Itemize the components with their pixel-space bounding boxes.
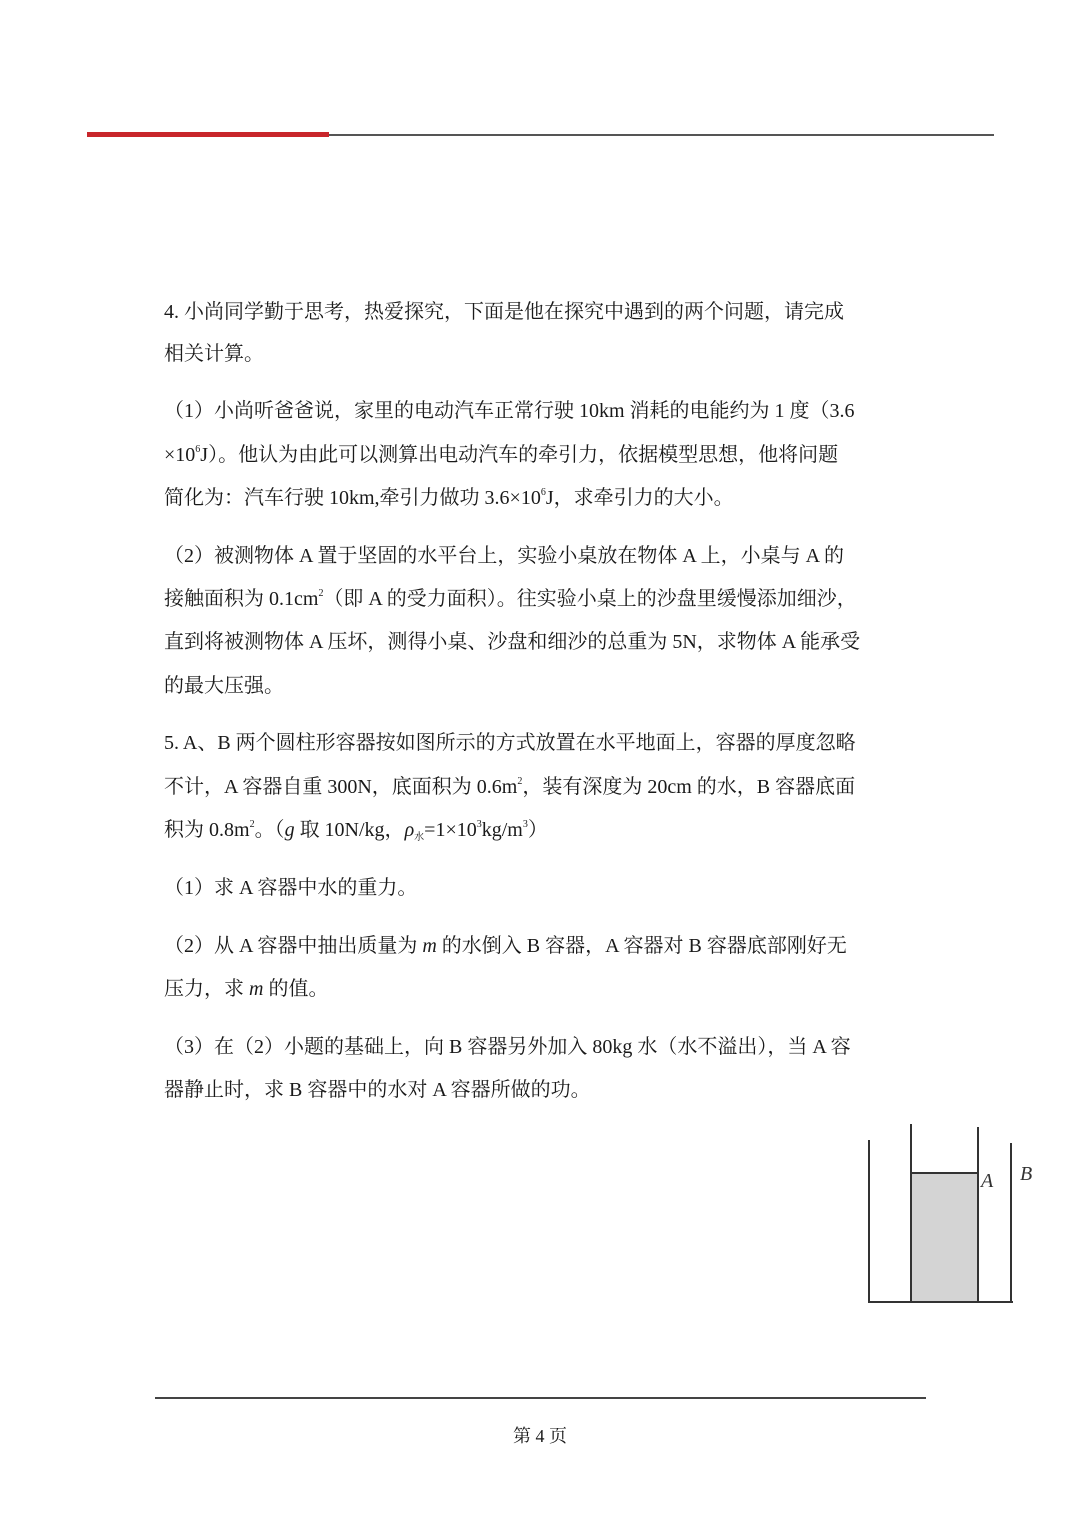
- exponent: 6: [540, 487, 546, 498]
- text: （2）从 A 容器中抽出质量为: [164, 935, 423, 957]
- label-b: B: [1020, 1163, 1033, 1185]
- q5-sub3-line: 器静止时，求 B 容器中的水对 A 容器所做的功。: [164, 1079, 591, 1101]
- exponent: 2: [517, 776, 523, 787]
- text: ×10: [164, 444, 196, 466]
- q5-sub3-line: （3）在（2）小题的基础上，向 B 容器另外加入 80kg 水（水不溢出），当 A 容: [164, 1036, 851, 1058]
- q4-part1-line: （1）小尚听爸爸说，家里的电动汽车正常行驶 10km 消耗的电能约为 1 度（3.6: [164, 400, 855, 422]
- page-number: 第 4 页: [513, 1426, 567, 1446]
- footer-rule: [155, 1397, 926, 1399]
- text: 。（: [254, 819, 285, 841]
- text: kg/m: [481, 819, 523, 841]
- text: 取 10N/kg，: [294, 819, 405, 841]
- text: 的值。: [263, 978, 329, 1000]
- text: 简化为：汽车行驶 10km,牵引力做功 3.6×10: [164, 487, 541, 509]
- symbol-g: g: [284, 819, 295, 841]
- subscript: 水: [414, 832, 425, 843]
- q4-stem-line: 相关计算。: [164, 343, 264, 365]
- symbol-m: m: [422, 935, 437, 957]
- text: J，求牵引力的大小。: [545, 487, 734, 509]
- water-in-a: [911, 1173, 978, 1302]
- exponent: 2: [249, 819, 255, 830]
- symbol-m: m: [249, 978, 264, 1000]
- q5-stem-line: 5. A、B 两个圆柱形容器按如图所示的方式放置在水平地面上，容器的厚度忽略: [164, 732, 856, 754]
- text: 不计，A 容器自重 300N，底面积为 0.6m: [164, 776, 518, 798]
- q4-part2-line: （2）被测物体 A 置于坚固的水平台上，实验小桌放在物体 A 上，小桌与 A 的: [164, 545, 845, 567]
- q4-stem-line: 4. 小尚同学勤于思考，热爱探究，下面是他在探究中遇到的两个问题，请完成: [164, 301, 844, 323]
- text: 接触面积为 0.1cm: [164, 588, 319, 610]
- q4-part2-line: 直到将被测物体 A 压坏，测得小桌、沙盘和细沙的总重为 5N，求物体 A 能承受: [164, 631, 861, 653]
- text: ）: [527, 819, 548, 841]
- text: 压力，求: [164, 978, 249, 1000]
- exponent: 3: [522, 819, 528, 830]
- symbol-rho: ρ: [404, 819, 415, 841]
- text: 积为 0.8m: [164, 819, 250, 841]
- label-a: A: [981, 1170, 994, 1192]
- text: （即 A 的受力面积）。往实验小桌上的沙盘里缓慢添加细沙，: [323, 588, 857, 610]
- exponent: 2: [318, 588, 324, 599]
- exponent: 6: [195, 444, 201, 455]
- q5-sub1: （1）求 A 容器中水的重力。: [164, 877, 418, 899]
- exponent: 3: [476, 819, 482, 830]
- text: J）。他认为由此可以测算出电动汽车的牵引力，依据模型思想，他将问题: [200, 444, 839, 466]
- text: ，装有深度为 20cm 的水，B 容器底面: [522, 776, 856, 798]
- q4-part2-line: 的最大压强。: [164, 675, 284, 697]
- text: 的水倒入 B 容器，A 容器对 B 容器底部刚好无: [436, 935, 847, 957]
- text: =1×10: [424, 819, 477, 841]
